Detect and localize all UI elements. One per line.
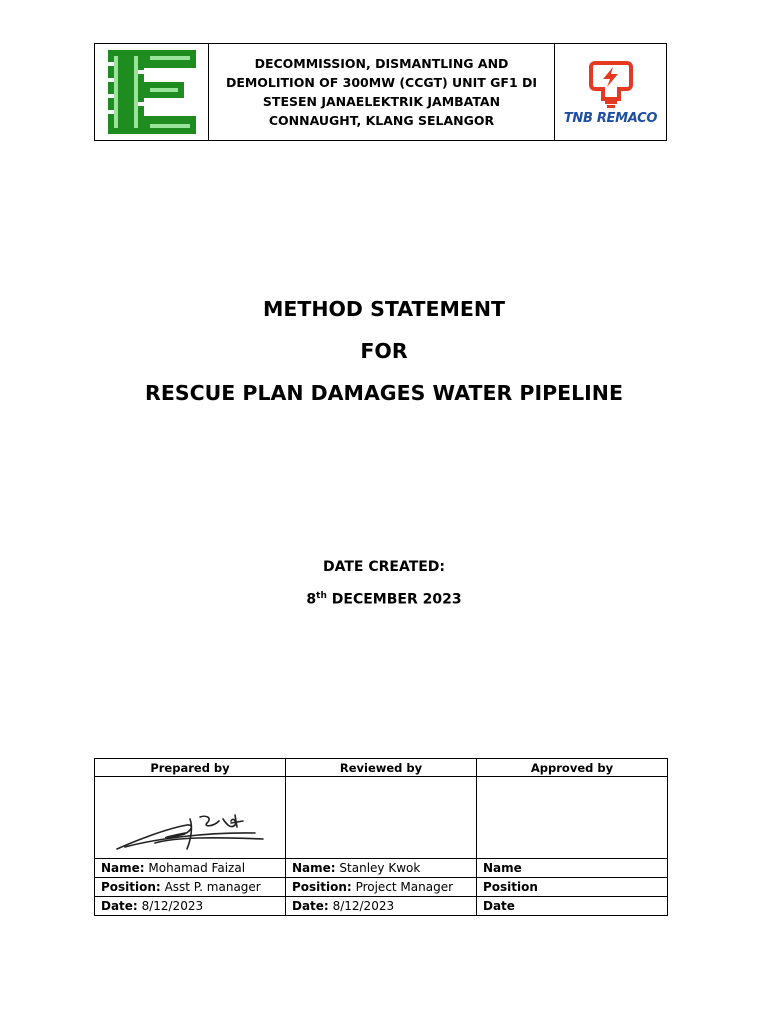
col-prepared-by: Prepared by [95, 759, 286, 777]
approved-date-cell [477, 897, 668, 916]
signature-row [95, 777, 668, 859]
reviewed-position: Project Manager [355, 880, 454, 894]
client-logo [555, 44, 666, 140]
reviewed-date: 8/12/2023 [332, 899, 395, 913]
name-label: Name: [292, 861, 336, 875]
date-label: Date: [101, 899, 138, 913]
col-approved-by: Approved by [477, 759, 668, 777]
company-logo [95, 44, 209, 140]
approved-signature-cell [477, 777, 668, 859]
approved-name-cell [477, 859, 668, 878]
date-suffix: th [316, 591, 327, 601]
prepared-position-cell [95, 878, 286, 897]
reviewed-date-cell [286, 897, 477, 916]
col-reviewed-by: Reviewed by [286, 759, 477, 777]
prepared-date-cell [95, 897, 286, 916]
date-rest: DECEMBER 2023 [326, 591, 462, 608]
date-label-plain: Date [483, 899, 515, 913]
approved-position-cell [477, 878, 668, 897]
reviewed-signature-cell [286, 777, 477, 859]
name-row [95, 859, 668, 878]
prepared-name: Mohamad Faizal [148, 861, 246, 875]
reviewed-name-cell [286, 859, 477, 878]
position-row [95, 878, 668, 897]
client-logo-text: TNB REMACO [563, 110, 658, 126]
reviewed-position-cell [286, 878, 477, 897]
prepared-signature-cell [95, 777, 286, 859]
date-row [95, 897, 668, 916]
company-logo-icon [106, 48, 198, 136]
project-title: DECOMMISSION, DISMANTLING AND DEMOLITION OF 300MW (CCGT) UNIT GF1 DI STESEN JANAELEKTRIK JAMBATAN CONNAUGHT, KLANG SELANGOR [209, 44, 555, 140]
date-created-value [0, 591, 768, 608]
reviewed-name: Stanley Kwok [339, 861, 421, 875]
prepared-name-cell [95, 859, 286, 878]
position-label: Position: [292, 880, 352, 894]
date-day: 8 [306, 591, 317, 608]
doc-title-line1: METHOD STATEMENT [262, 297, 506, 321]
doc-title-line3: RESCUE PLAN DAMAGES WATER PIPELINE [145, 381, 623, 405]
position-label: Position: [101, 880, 161, 894]
date-created-label: DATE CREATED: [322, 559, 446, 575]
prepared-position: Asst P. manager [164, 880, 261, 894]
doc-title-line2: FOR [360, 339, 408, 363]
tnb-lightning-icon [589, 59, 633, 109]
date-label: Date: [292, 899, 329, 913]
name-label-plain: Name [483, 861, 522, 875]
document-header [94, 43, 667, 141]
signoff-header-row [95, 759, 668, 777]
position-label-plain: Position [483, 880, 538, 894]
name-label: Name: [101, 861, 145, 875]
signoff-table [94, 758, 668, 916]
prepared-date: 8/12/2023 [141, 899, 204, 913]
handwritten-signature [95, 777, 285, 858]
